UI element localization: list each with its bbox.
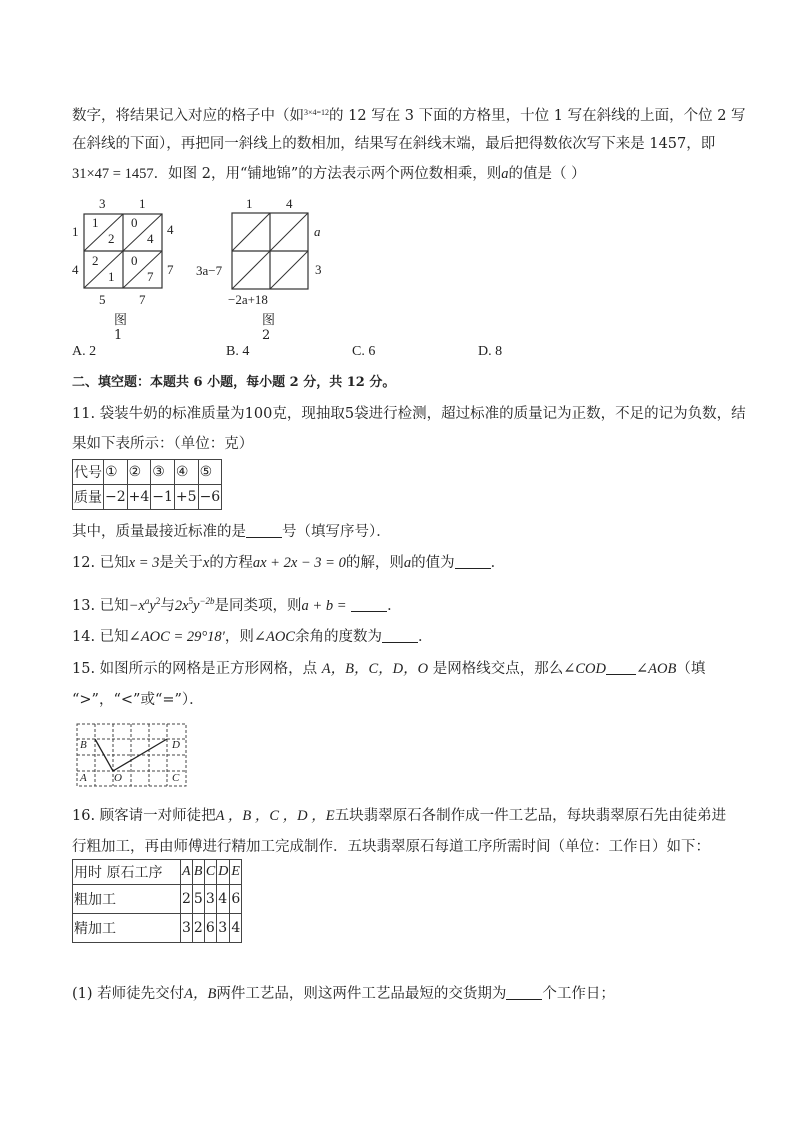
term: y bbox=[149, 597, 156, 614]
text: 是网格线交点，那么 bbox=[428, 661, 564, 677]
table-cell: 5 bbox=[192, 885, 204, 914]
q11-line-1: 11. 袋装牛奶的标准质量为100克，现抽取5袋进行检测，超过标准的质量记为正数，不足的记为负数，结 bbox=[72, 406, 746, 422]
table-header-cell: D bbox=[217, 860, 230, 885]
table-cell: 质量 bbox=[73, 485, 104, 510]
text: 数字，将结果记入对应的格子中（如 bbox=[72, 108, 304, 124]
table-cell: ④ bbox=[174, 460, 198, 485]
fig1-cell: 4 bbox=[147, 231, 154, 246]
q15-line-2: “>”，“<”或“=”）． bbox=[72, 692, 204, 708]
term: y bbox=[193, 597, 200, 614]
fig1-cell: 0 bbox=[131, 253, 138, 268]
equation: x = 3 bbox=[128, 555, 160, 571]
fig1-cell: 1 bbox=[108, 269, 115, 284]
exponent: 2 bbox=[155, 596, 161, 606]
table-cell: ③ bbox=[151, 460, 175, 485]
text: 与 bbox=[160, 597, 175, 614]
text: 余角的度数为 bbox=[294, 629, 382, 645]
fig1-cell: 2 bbox=[92, 253, 99, 268]
equation: a + b = bbox=[301, 597, 347, 614]
text: 是关于 bbox=[159, 555, 203, 571]
text: 12. 已知 bbox=[72, 555, 129, 571]
text: 的方程 bbox=[209, 555, 253, 571]
table-row bbox=[73, 914, 242, 943]
text: 13. 已知 bbox=[72, 597, 129, 614]
table-cell: 3 bbox=[217, 914, 230, 943]
table-row bbox=[73, 885, 242, 914]
fig1-cell: 2 bbox=[108, 231, 115, 246]
fig2-right-a: a bbox=[314, 224, 321, 239]
table-cell: −1 bbox=[151, 485, 175, 510]
table-cell: ⑤ bbox=[198, 460, 222, 485]
angle: ∠AOB bbox=[636, 661, 677, 677]
fig1-right-1: 4 bbox=[167, 222, 174, 237]
text: ． bbox=[387, 597, 402, 614]
fig1-cell: 7 bbox=[147, 269, 154, 284]
paragraph-line-2: 在斜线的下面），再把同一斜线上的数相加，结果写在斜线末端，最后把得数依次写下来是 1457，即 bbox=[72, 136, 716, 152]
fig1-caption: 图1 bbox=[114, 313, 128, 343]
variable: x bbox=[202, 555, 210, 571]
table-cell: 4 bbox=[230, 914, 242, 943]
fig1-right-2: 7 bbox=[167, 262, 174, 277]
text: ，则 bbox=[224, 629, 254, 645]
variable: a bbox=[403, 555, 412, 571]
fig1-top-1: 3 bbox=[99, 196, 106, 211]
table-cell: ① bbox=[104, 460, 128, 485]
table-cell: 粗加工 bbox=[73, 885, 181, 914]
text: ．如图 2，用“铺地锦”的方法表示两个两位数相乘，则 bbox=[153, 166, 502, 182]
fig1-cell: 1 bbox=[92, 215, 99, 230]
term: −x bbox=[128, 597, 145, 614]
table-cell: ② bbox=[127, 460, 151, 485]
equation: ax + 2x − 3 = 0 bbox=[252, 555, 346, 571]
table-header-cell: B bbox=[192, 860, 204, 885]
fig2-left-expr: 3a−7 bbox=[196, 263, 223, 278]
fig1-left-1: 1 bbox=[72, 224, 79, 239]
equation: ∠AOC = 29°18′ bbox=[128, 629, 225, 645]
letters: A ，B ，C ，D ，E bbox=[215, 808, 335, 824]
table-row bbox=[73, 860, 242, 885]
table-cell: 3 bbox=[181, 914, 193, 943]
fig2-right-3: 3 bbox=[315, 262, 322, 277]
q16-line-2: 行粗加工，再由师傅进行精加工完成制作．五块翡翠原石每道工序所需时间（单位：工作日）如下： bbox=[72, 839, 710, 855]
fig1-top-2: 1 bbox=[139, 196, 146, 211]
table-cell: 4 bbox=[217, 885, 230, 914]
text: 的解，则 bbox=[345, 555, 404, 571]
angle: ∠COD bbox=[563, 661, 606, 677]
text: 14. 已知 bbox=[72, 629, 129, 645]
text: 16. 顾客请一对师徒把 bbox=[72, 808, 216, 824]
text: (1) 若师徒先交付 bbox=[72, 986, 185, 1002]
q11-line-2: 果如下表所示：（单位：克） bbox=[72, 436, 254, 452]
q16-sub-1 bbox=[72, 984, 615, 1004]
text: ． bbox=[490, 555, 506, 571]
option-d: D. 8 bbox=[478, 344, 503, 359]
text: 其中，质量最接近标准的是 bbox=[72, 524, 246, 540]
table-header-cell: 用时 原石工序 bbox=[73, 860, 181, 885]
fig2-top-2: 4 bbox=[286, 196, 293, 211]
text: （填 bbox=[676, 661, 706, 677]
table-header-cell: C bbox=[204, 860, 216, 885]
table-cell: +5 bbox=[174, 485, 198, 510]
answer-blank[interactable] bbox=[506, 985, 542, 1000]
option-a: A. 2 bbox=[72, 344, 97, 359]
section-2-title: 二、填空题：本题共 6 小题，每小题 2 分，共 12 分。 bbox=[72, 375, 396, 390]
table-cell: 2 bbox=[192, 914, 204, 943]
point-b-label: B bbox=[80, 739, 87, 751]
table-cell: 精加工 bbox=[73, 914, 181, 943]
text: 两件工艺品，则这两件工艺品最短的交货期为 bbox=[216, 986, 507, 1002]
table-cell: 3 bbox=[204, 885, 216, 914]
fig1-cell: 0 bbox=[131, 215, 138, 230]
point-o-label: O bbox=[114, 772, 122, 784]
equation: ∠AOC bbox=[253, 629, 295, 645]
point-a-label: A bbox=[80, 772, 87, 784]
table-cell: 代号 bbox=[73, 460, 104, 485]
table-header-cell: E bbox=[230, 860, 242, 885]
text: 五块翡翠原石各制作成一件工艺品，每块翡翠原石先由徒弟进 bbox=[334, 808, 727, 824]
fig2-top-1: 1 bbox=[246, 196, 253, 211]
text: 15. 如图所示的网格是正方形网格，点 bbox=[72, 661, 322, 677]
points: A，B，C，D，O bbox=[321, 661, 429, 677]
fig1-bottom-1: 5 bbox=[99, 292, 106, 307]
fig1-left-2: 4 bbox=[72, 262, 79, 277]
exponent: 5 bbox=[188, 596, 194, 606]
exponent: a bbox=[144, 596, 150, 606]
option-c: C. 6 bbox=[352, 344, 376, 359]
exponent: −2b bbox=[199, 596, 215, 606]
table-cell: 2 bbox=[181, 885, 193, 914]
text: 是同类项，则 bbox=[214, 597, 302, 614]
table-cell: 6 bbox=[230, 885, 242, 914]
text: 个工作日； bbox=[542, 986, 615, 1002]
point-c-label: C bbox=[172, 772, 180, 784]
equation: 31×47 = 1457 bbox=[72, 166, 154, 182]
table-header-cell: A bbox=[181, 860, 193, 885]
q16-table bbox=[72, 859, 242, 943]
variable: a bbox=[501, 166, 509, 182]
table-cell: +4 bbox=[127, 485, 151, 510]
term: 2x bbox=[174, 597, 189, 614]
text: ． bbox=[417, 629, 433, 645]
letters: A，B bbox=[184, 986, 217, 1002]
text: 的值为 bbox=[411, 555, 455, 571]
point-d-label: D bbox=[172, 739, 180, 751]
fig2-bottom-expr: −2a+18 bbox=[228, 292, 268, 307]
text: 的 12 写在 3 下面的方格里，十位 1 写在斜线的上面，个位 2 写 bbox=[329, 108, 746, 124]
table-cell: 6 bbox=[204, 914, 216, 943]
fig2-caption: 图2 bbox=[262, 313, 276, 343]
text: 的值是（ ） bbox=[508, 166, 586, 182]
mini-formula: 3×4=12 bbox=[304, 108, 330, 117]
q16-line-1 bbox=[72, 806, 726, 826]
option-b: B. 4 bbox=[226, 344, 250, 359]
table-cell: −2 bbox=[104, 485, 128, 510]
table-cell: −6 bbox=[198, 485, 222, 510]
text: 号（填写序号）． bbox=[282, 524, 391, 540]
fig1-bottom-2: 7 bbox=[139, 292, 146, 307]
